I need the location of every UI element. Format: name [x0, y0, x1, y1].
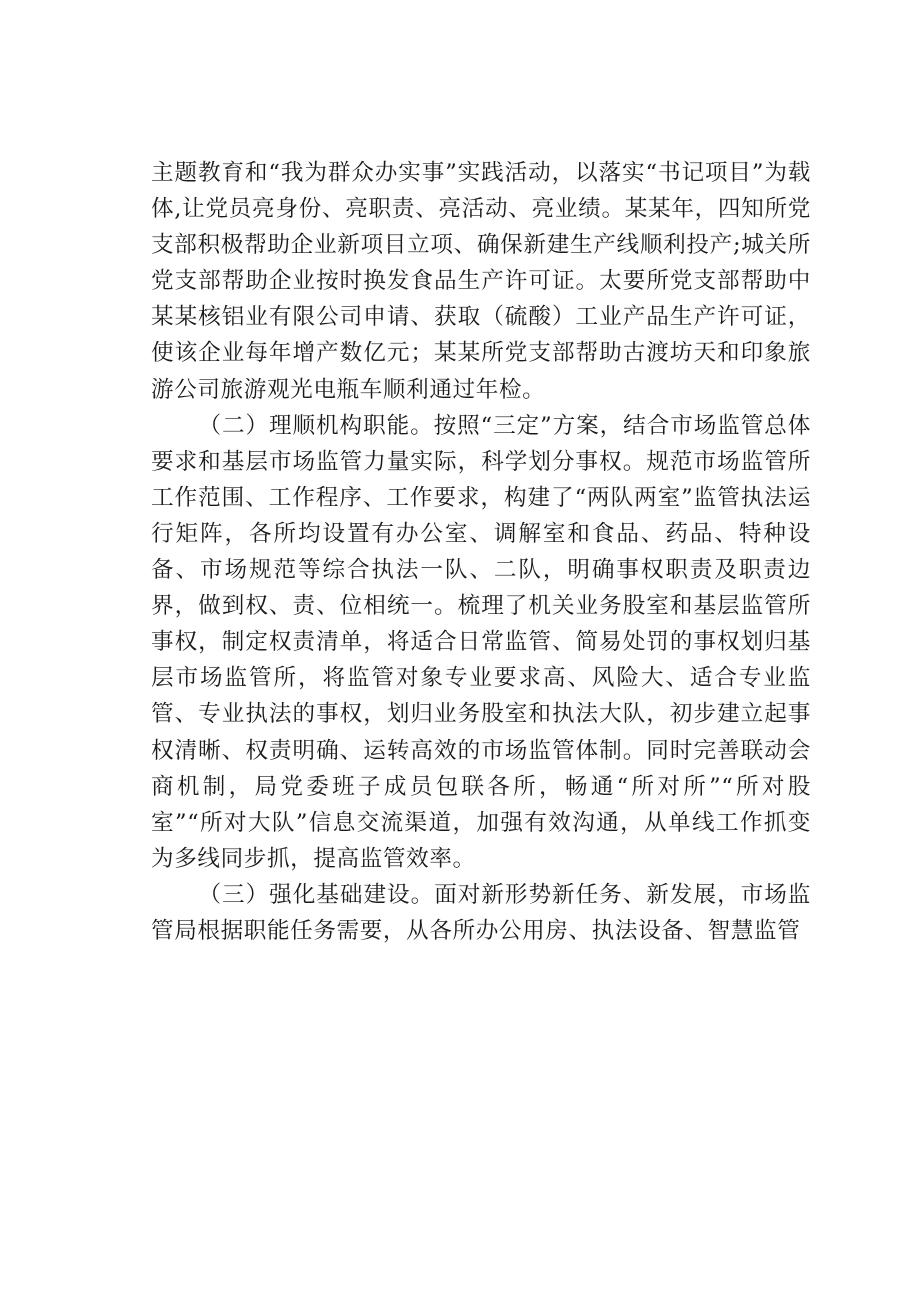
paragraph-section-3: （三）强化基础建设。面对新形势新任务、新发展，市场监管局根据职能任务需要，从各所办公用房、执法设备、智慧监管: [151, 881, 811, 944]
document-body: [151, 155, 811, 949]
paragraph-section-2: （二）理顺机构职能。按照“三定”方案，结合市场监管总体要求和基层市场监管力量实际，科学划分事权。规范市场监管所工作范围、工作程序、工作要求，构建了“两队两室”监管执法运行矩阵，各所均设置有办公室、调解室和食品、药品、特种设备、市场规范等综合执法一队、二队，明确事权职责及职责边界，做到权、责、位相统一。梳理了机关业务股室和基层监管所事权，制定权责清单，将适合日常监管、简易处罚的事权划归基层市场监管所，将监管对象专业要求高、风险大、适合专业监管、专业执法的事权，划归业务股室和执法大队，初步建立起事权清晰、权责明确、运转高效的市场监管体制。同时完善联动会商机制，局党委班子成员包联各所，畅通“所对所”“所对股室”“所对大队”信息交流渠道，加强有效沟通，从单线工作抓变为多线同步抓，提高监管效率。: [151, 412, 811, 872]
paragraph-continuation: 主题教育和“我为群众办实事”实践活动，以落实“书记项目”为载体,让党员亮身份、亮职责、亮活动、亮业绩。某某年，四知所党支部积极帮助企业新项目立项、确保新建生产线顺利投产;城关所党支部帮助企业按时换发食品生产许可证。太要所党支部帮助中某某核铝业有限公司申请、获取（硫酸）工业产品生产许可证，使该企业每年增产数亿元；某某所党支部帮助古渡坊天和印象旅游公司旅游观光电瓶车顺利通过年检。: [151, 160, 811, 403]
